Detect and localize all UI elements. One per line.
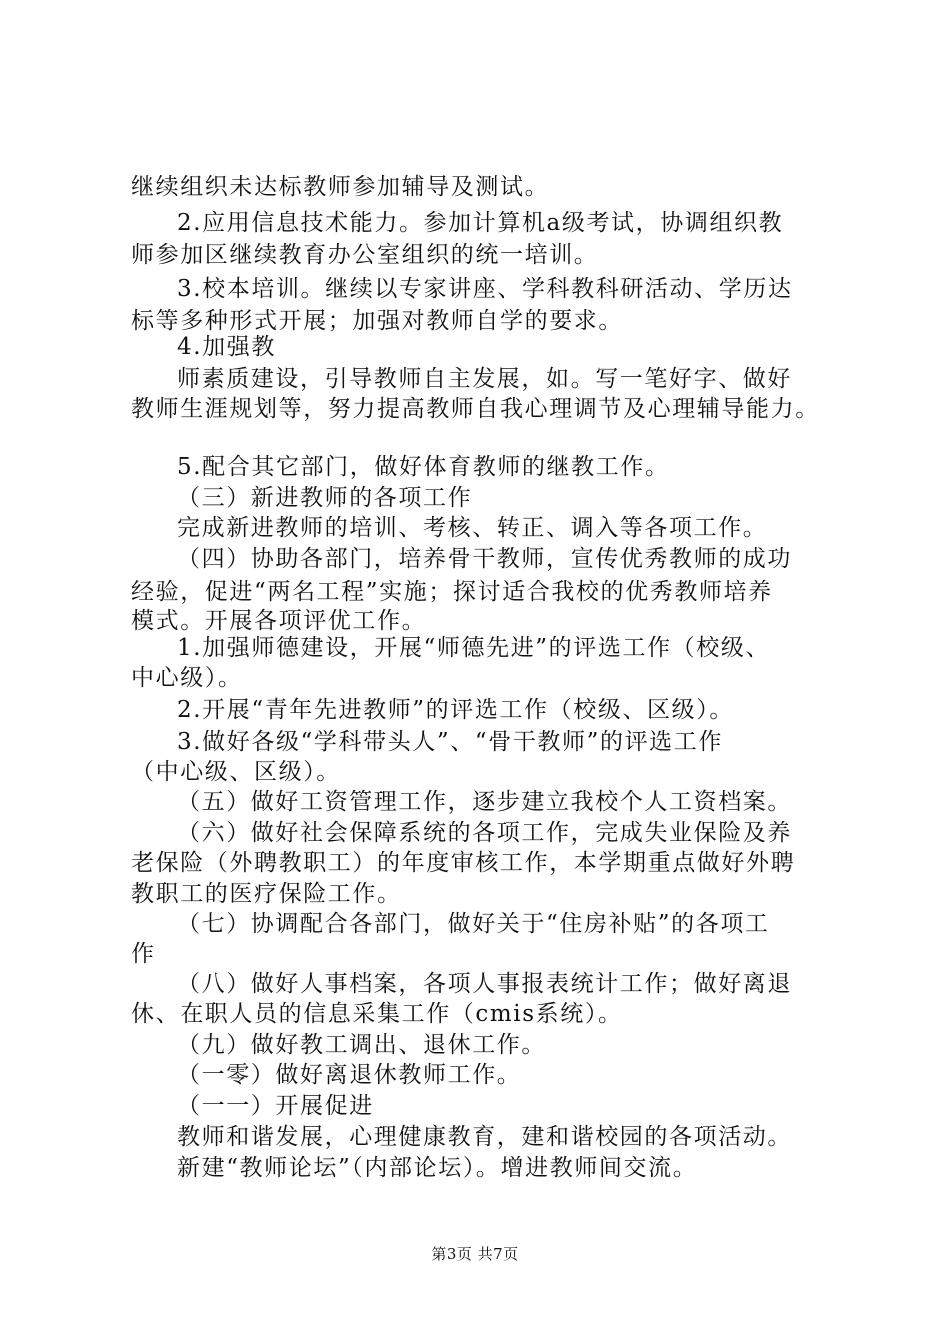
text-line-7: 师素质建设，引导教师自主发展，如。写一笔好字、做好 bbox=[177, 366, 792, 392]
text-line-15: 1.加强师德建设，开展“师德先进”的评选工作（校级、 bbox=[177, 635, 771, 661]
text-line-30: （一一）开展促进 bbox=[177, 1093, 374, 1119]
text-line-25: 作 bbox=[131, 941, 156, 967]
text-line-31: 教师和谐发展，心理健康教育，建和谐校园的各项活动。 bbox=[177, 1124, 792, 1150]
text-line-16: 中心级）。 bbox=[131, 665, 243, 691]
text-line-20: （五）做好工资管理工作，逐步建立我校个人工资档案。 bbox=[177, 789, 792, 815]
text-line-10: （三）新进教师的各项工作 bbox=[177, 485, 473, 511]
text-line-5: 标等多种形式开展；加强对教师自学的要求。 bbox=[131, 308, 623, 334]
text-line-24: （七）协调配合各部门，做好关于“住房补贴”的各项工 bbox=[177, 911, 770, 937]
text-line-28: （九）做好教工调出、退休工作。 bbox=[177, 1032, 546, 1058]
text-line-32: 新建“教师论坛”（内部论坛）。增进教师间交流。 bbox=[177, 1155, 698, 1181]
text-line-1: 继续组织未达标教师参加辅导及测试。 bbox=[131, 174, 550, 200]
text-line-21: （六）做好社会保障系统的各项工作，完成失业保险及养 bbox=[177, 820, 792, 846]
text-line-11: 完成新进教师的培训、考核、转正、调入等各项工作。 bbox=[177, 515, 768, 541]
text-line-2: 2.应用信息技术能力。参加计算机a级考试，协调组织教 bbox=[177, 210, 784, 236]
text-line-18: 3.做好各级“学科带头人”、“骨干教师”的评选工作 bbox=[177, 729, 723, 755]
text-line-26: （八）做好人事档案，各项人事报表统计工作；做好离退 bbox=[177, 971, 792, 997]
page-number-footer: 第3页 共7页 bbox=[431, 1245, 519, 1263]
text-line-6: 4.加强教 bbox=[177, 334, 276, 360]
text-line-19: （中心级、区级）。 bbox=[131, 759, 341, 785]
text-line-22: 老保险（外聘教职工）的年度审核工作，本学期重点做好外聘 bbox=[131, 850, 796, 876]
text-line-3: 师参加区继续教育办公室组织的统一培训。 bbox=[131, 242, 599, 268]
text-line-9: 5.配合其它部门，做好体育教师的继教工作。 bbox=[177, 454, 670, 480]
text-line-29: （一零）做好离退休教师工作。 bbox=[177, 1062, 522, 1088]
text-line-8: 教师生涯规划等，努力提高教师自我心理调节及心理辅导能力。 bbox=[131, 396, 820, 422]
text-line-12: （四）协助各部门，培养骨干教师，宣传优秀教师的成功 bbox=[177, 546, 792, 572]
text-line-14: 模式。开展各项评优工作。 bbox=[131, 608, 427, 634]
text-line-23: 教职工的医疗保险工作。 bbox=[131, 881, 402, 907]
text-line-17: 2.开展“青年先进教师”的评选工作（校级、区级）。 bbox=[177, 697, 734, 723]
text-line-13: 经验，促进“两名工程”实施；探讨适合我校的优秀教师培养 bbox=[131, 579, 773, 605]
text-line-4: 3.校本培训。继续以专家讲座、学科教科研活动、学历达 bbox=[177, 276, 793, 302]
text-line-27: 休、在职人员的信息采集工作（cmis系统）。 bbox=[131, 1001, 623, 1027]
